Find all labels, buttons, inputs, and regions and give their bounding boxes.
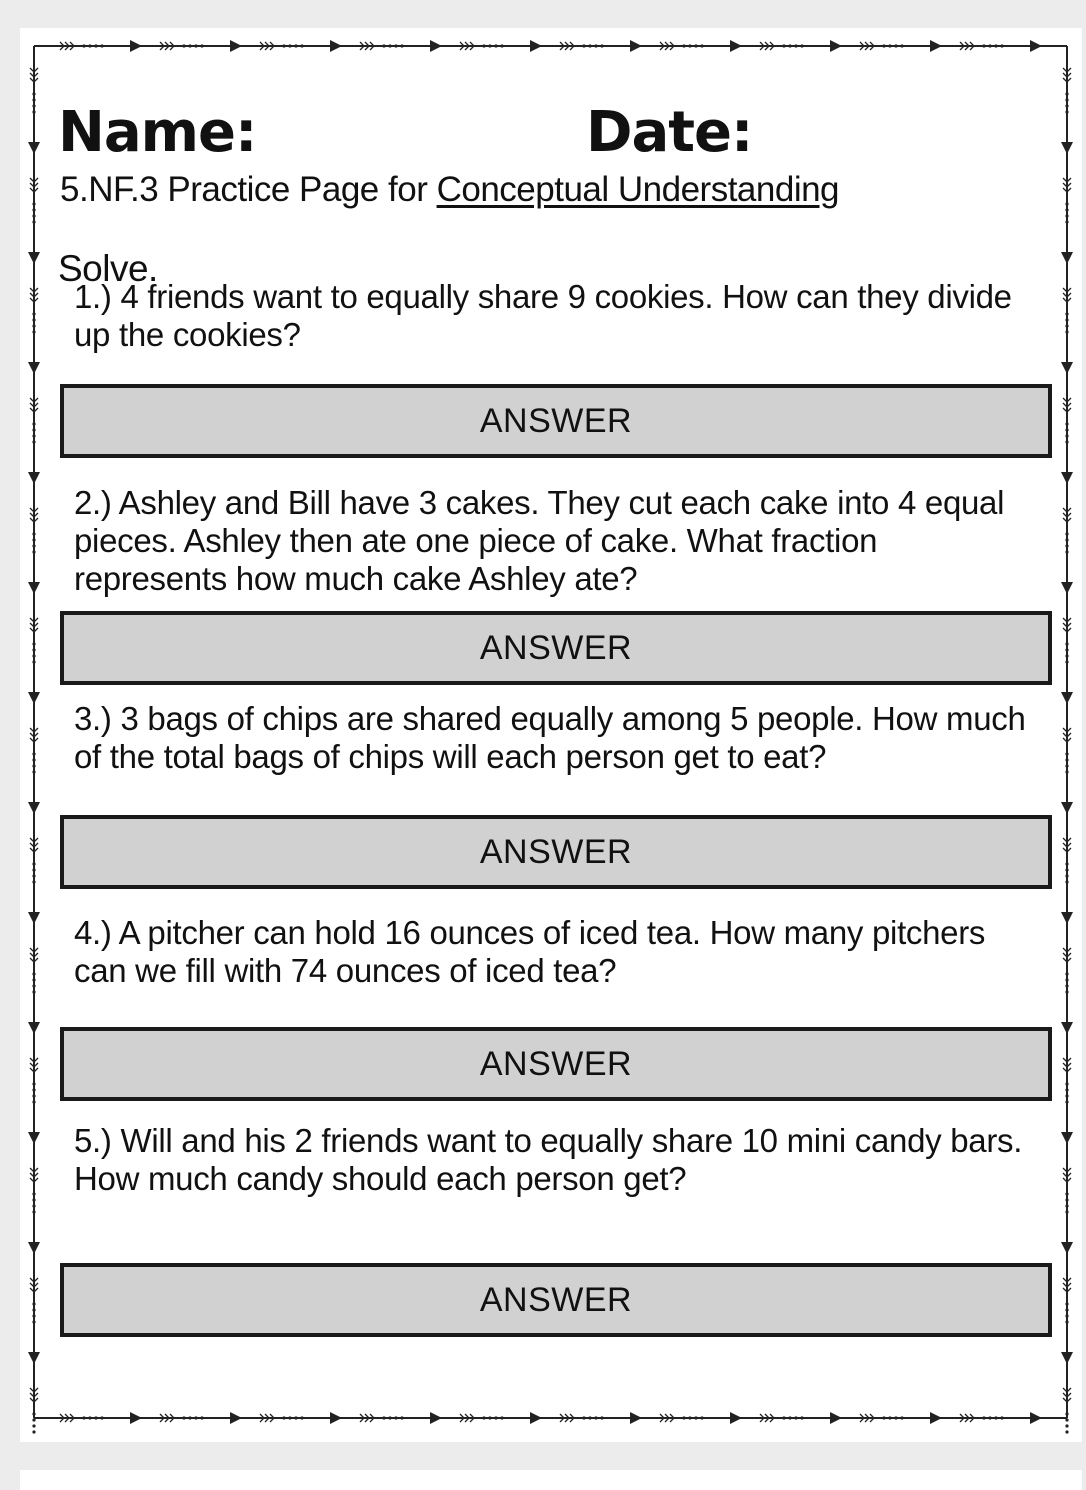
next-page-edge — [20, 1470, 1082, 1490]
worksheet-subtitle — [60, 170, 839, 210]
question-2: 2.) Ashley and Bill have 3 cakes. They cut each cake into 4 equal pieces. Ashley then ate one piece of cake. What fraction represents how much cake Ashley ate? — [74, 484, 1005, 597]
date-label: Date: — [586, 100, 753, 165]
question-3: 3.) 3 bags of chips are shared equally among 5 people. How much of the total bags of chips will each person get to eat? — [74, 700, 1026, 775]
worksheet-page — [20, 28, 1082, 1442]
answer-field-4[interactable]: ANSWER — [60, 1027, 1052, 1101]
subtitle-topic: Conceptual Understanding — [436, 170, 840, 209]
question-4: 4.) A pitcher can hold 16 ounces of iced tea. How many pitchers can we fill with 74 ounces of iced tea? — [74, 914, 986, 989]
name-label: Name: — [58, 100, 257, 165]
answer-field-1[interactable]: ANSWER — [60, 384, 1052, 458]
question-1: 1.) 4 friends want to equally share 9 cookies. How can they divide up the cookies? — [74, 278, 1012, 353]
answer-field-2[interactable]: ANSWER — [60, 611, 1052, 685]
question-5: 5.) Will and his 2 friends want to equally share 10 mini candy bars. How much candy should each person get? — [74, 1122, 1023, 1197]
answer-field-3[interactable]: ANSWER — [60, 815, 1052, 889]
subtitle-prefix: 5.NF.3 Practice Page for — [60, 170, 437, 209]
answer-field-5[interactable]: ANSWER — [60, 1263, 1052, 1337]
instruction: Solve. — [58, 248, 158, 289]
